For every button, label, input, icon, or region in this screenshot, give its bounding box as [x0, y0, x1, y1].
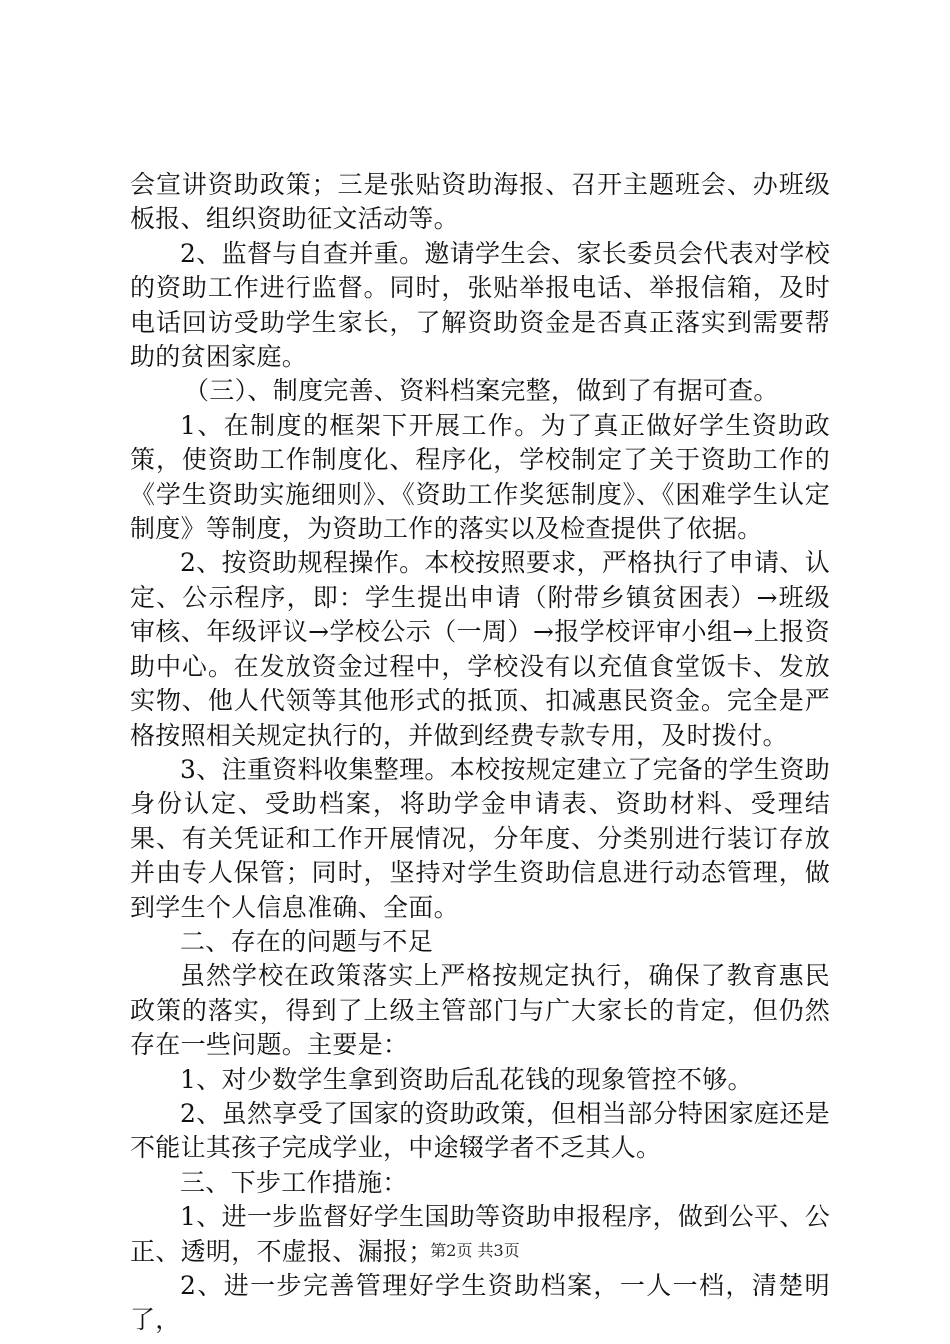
section-heading-measures: 三、下步工作措施： — [180, 1167, 408, 1197]
document-body — [130, 168, 830, 1338]
paragraph-framework: 1、在制度的框架下开展工作。为了真正做好学生资助政策，使资助工作制度化、程序化，学校制定了关于资助工作的《学生资助实施细则》、《资助工作奖惩制度》、《困难学生认定制度》等制度，为资助工作的落实以及检查提供了依据。 — [130, 410, 830, 544]
paragraph-problems-intro: 虽然学校在政策落实上严格按规定执行，确保了教育惠民政策的落实，得到了上级主管部门与广大家长的肯定，但仍然存在一些问题。主要是： — [130, 961, 830, 1060]
paragraph-measure-2: 2、进一步完善管理好学生资助档案，一人一档，清楚明了， — [130, 1271, 830, 1335]
paragraph-procedure: 2、按资助规程操作。本校按照要求，严格执行了申请、认定、公示程序，即：学生提出申请（附带乡镇贫困表）→班级审核、年级评议→学校公示（一周）→报学校评审小组→上报资助中心。在发放资金过程中，学校没有以充值食堂饭卡、发放实物、他人代领等其他形式的抵顶、扣减惠民资金。完全是严格按照相关规定执行的，并做到经费专款专用，及时拨付。 — [130, 548, 830, 750]
paragraph-records: 3、注重资料收集整理。本校按规定建立了完备的学生资助身份认定、受助档案，将助学金申请表、资助材料、受理结果、有关凭证和工作开展情况，分年度、分类别进行装订存放并由专人保管；同时，坚持对学生资助信息进行动态管理，做到学生个人信息准确、全面。 — [130, 754, 830, 922]
paragraph-problem-2: 2、虽然享受了国家的资助政策，但相当部分特困家庭还是不能让其孩子完成学业，中途辍学者不乏其人。 — [130, 1098, 830, 1163]
paragraph-supervision: 2、监督与自查并重。邀请学生会、家长委员会代表对学校的资助工作进行监督。同时，张贴举报电话、举报信箱，及时电话回访受助学生家长，了解资助资金是否真正落实到需要帮助的贫困家庭。 — [130, 238, 830, 372]
section-heading-system: （三）、制度完善、资料档案完整，做到了有据可查。 — [184, 376, 779, 406]
page-footer: 第2页 共3页 — [430, 1241, 520, 1260]
paragraph-problem-1: 1、对少数学生拿到资助后乱花钱的现象管控不够。 — [180, 1064, 753, 1094]
paragraph-measure-1: 1、进一步监督好学生国助等资助申报程序，做到公平、公正、透明，不虚报、漏报； — [130, 1202, 830, 1266]
paragraph-continued: 会宣讲资助政策；三是张贴资助海报、召开主题班会、办班级板报、组织资助征文活动等。 — [130, 170, 830, 234]
section-heading-problems: 二、存在的问题与不足 — [180, 926, 434, 956]
